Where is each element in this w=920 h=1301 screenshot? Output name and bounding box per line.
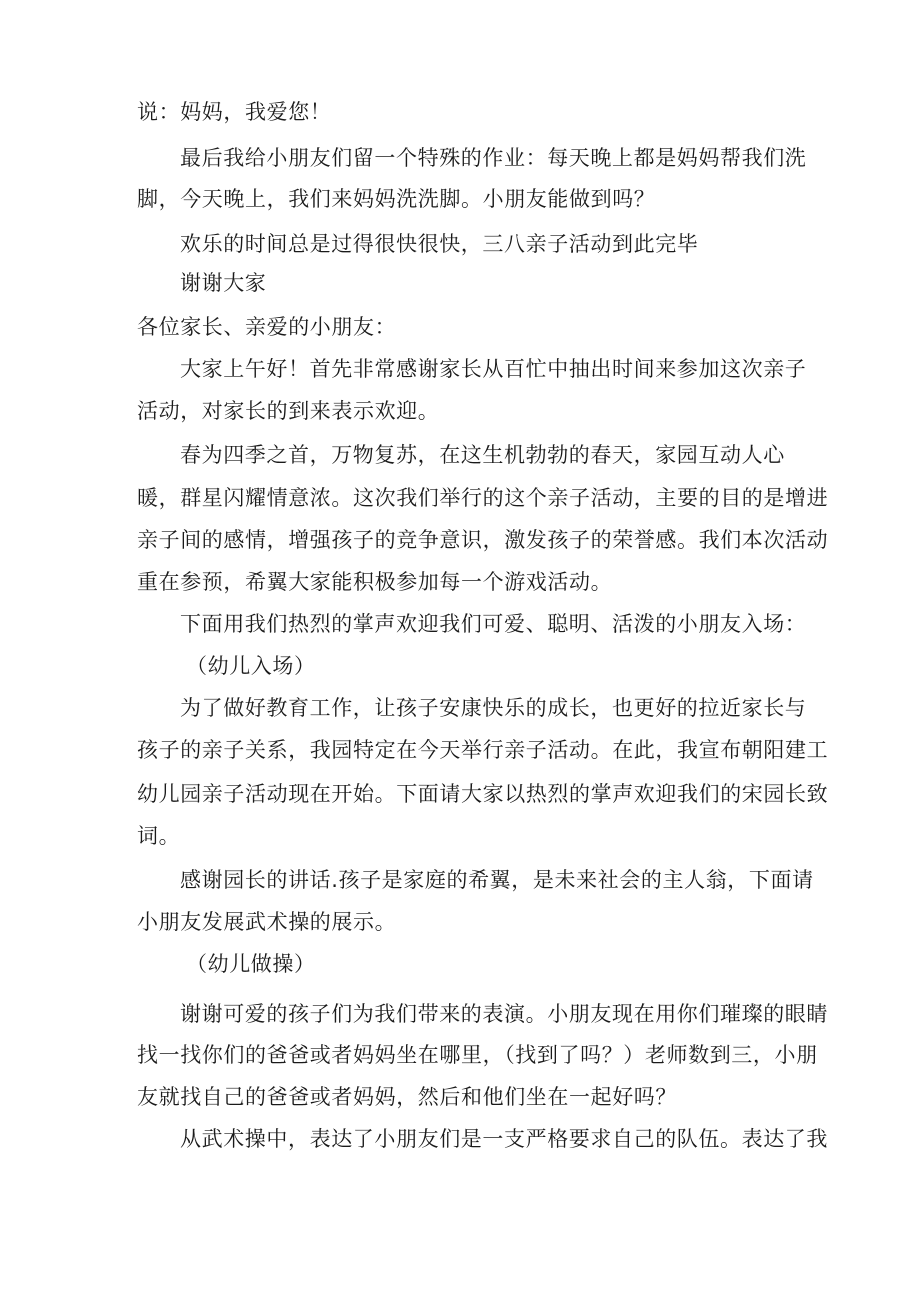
text-line: 词。 (137, 824, 181, 848)
text-line: 暖，群星闪耀情意浓。这次我们举行的这个亲子活动，主要的目的是增进 (137, 486, 829, 510)
text-line: （幼儿入场） (186, 654, 316, 678)
text-line: 从武术操中，表达了小朋友们是一支严格要求自己的队伍。表达了我 (180, 1127, 828, 1151)
text-line: 春为四季之首，万物复苏，在这生机勃勃的春天，家园互动人心 (180, 443, 785, 467)
text-line: 谢谢可爱的孩子们为我们带来的表演。小朋友现在用你们璀璨的眼睛 (180, 1002, 828, 1026)
text-line: 说：妈妈，我爱您！ (137, 100, 332, 124)
text-line: 友就找自己的爸爸或者妈妈，然后和他们坐在一起好吗？ (137, 1085, 677, 1109)
text-line: 谢谢大家 (180, 271, 267, 295)
text-line: 感谢园长的讲话.孩子是家庭的希翼，是未来社会的主人翁，下面请 (180, 868, 814, 892)
text-line: 下面用我们热烈的掌声欢迎我们可爱、聪明、活泼的小朋友入场： (180, 612, 807, 636)
text-line: 孩子的亲子关系，我园特定在今天举行亲子活动。在此，我宣布朝阳建工 (137, 738, 829, 762)
text-line: 最后我给小朋友们留一个特殊的作业：每天晚上都是妈妈帮我们洗 (180, 146, 807, 170)
text-line: 重在参预，希翼大家能积极参加每一个游戏活动。 (137, 570, 613, 594)
text-line: 脚，今天晚上，我们来妈妈洗洗脚。小朋友能做到吗？ (137, 187, 656, 211)
text-line: 找一找你们的爸爸或者妈妈坐在哪里，（找到了吗？）老师数到三，小朋 (137, 1043, 818, 1067)
text-line: 小朋友发展武术操的展示。 (137, 910, 397, 934)
text-line: 欢乐的时间总是过得很快很快，三八亲子活动到此完毕 (180, 232, 699, 256)
text-line: 亲子间的感情，增强孩子的竞争意识，激发孩子的荣誉感。我们本次活动 (137, 528, 829, 552)
text-line: 活动，对家长的到来表示欢迎。 (137, 399, 440, 423)
text-line: 各位家长、亲爱的小朋友： (137, 315, 397, 339)
text-line: 幼儿园亲子活动现在开始。下面请大家以热烈的掌声欢迎我们的宋园长致 (137, 782, 829, 806)
text-line: 为了做好教育工作，让孩子安康快乐的成长，也更好的拉近家长与 (180, 696, 807, 720)
text-line: 大家上午好！首先非常感谢家长从百忙中抽出时间来参加这次亲子 (180, 357, 807, 381)
text-line: （幼儿做操） (186, 952, 316, 976)
